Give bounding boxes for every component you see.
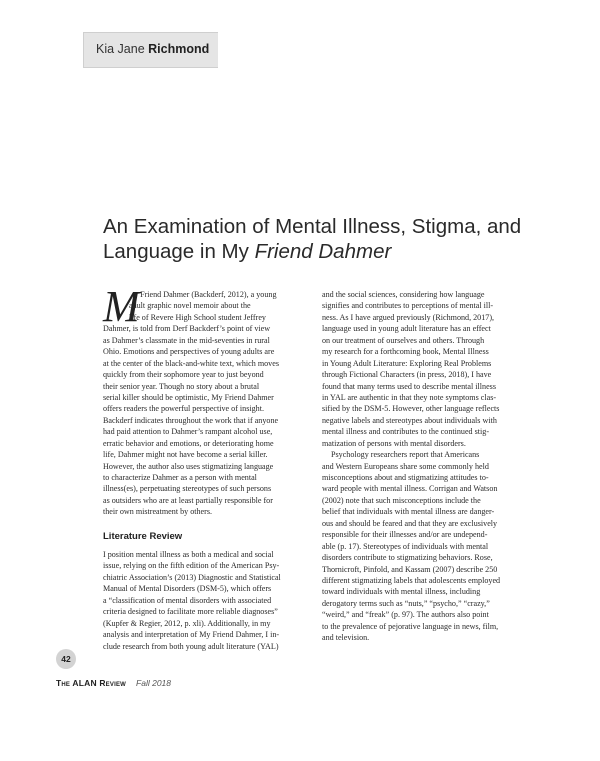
text-line: serial killer should be optimistic, My Friend Dahmer [103,392,274,402]
text-line: in YAL are authentic in that they note symptoms clas- [322,392,497,402]
journal-issue: Fall 2018 [136,678,171,688]
text-line: and television. [322,633,370,643]
text-line: clude research from both young adult literature (YAL) [103,641,279,651]
text-line: a “classification of mental disorders with associated [103,595,272,605]
text-line: my research for a forthcoming book, Mental Illness [322,347,489,357]
text-line: misconceptions about and stigmatizing attitudes to- [322,473,489,482]
text-line: language used in young adult literature has an effect [322,324,491,334]
body-column-left [103,282,308,518]
text-line: However, the author also uses stigmatizing language [103,461,274,471]
text-line: as outsiders who are at least partially responsible for [103,495,273,505]
text-line: different stigmatizing labels that adolescents employed [322,575,501,585]
text-line: analysis and interpretation of My Friend Dahmer, I in- [103,630,280,640]
journal-name: The ALAN Review [56,678,127,688]
text-line: their senior year. Though no story about a brutal [103,381,260,391]
text-line: responsible for their illnesses and/or are undepend- [322,530,488,540]
text-line: offers readers the powerful perspective of insight. [103,404,264,414]
author-first-name: Kia Jane [96,42,149,56]
text-line: to the prevalence of pejorative language in news, film, [322,621,499,631]
text-line: y Friend Dahmer (Backderf, 2012), a young [134,290,277,299]
text-line: issue, relying on the fifth edition of the American Psy- [103,561,280,571]
text-line: had paid attention to Dahmer’s rampant alcohol use, [103,427,273,437]
text-line: adult graphic novel memoir about the [129,301,251,311]
journal-footer [56,678,316,690]
text-line: in Young Adult Literature: Exploring Real Problems [322,358,492,368]
text-line: matization of persons with mental disorders. [322,438,466,448]
text-line: “weird,” and “freak” (p. 97). The authors also point [322,610,489,620]
text-line: ness. As I have argued previously (Richmond, 2017), [322,312,495,322]
text-line: negative labels and stereotypes about individuals with [322,415,497,425]
author-last-name: Richmond [148,42,210,56]
text-line: through Fictional Characters (in press, 2018), I have [322,370,492,380]
text-line: I position mental illness as both a medical and social [103,550,274,559]
author-name-band [83,32,218,68]
text-line: Dahmer, is told from Derf Backderf’s point of view [103,324,271,334]
text-line: ous and should be feared and that they are exclusively [322,518,498,528]
text-line: (Kupfer & Regier, 2012, p. xli). Additionally, in my [103,618,271,628]
title-line-2-plain: Language in My [103,240,255,263]
author-name [96,42,209,56]
text-line: disorders contribute to stigmatizing behaviors. Rose, [322,553,493,563]
text-line: found that many terms used to describe mental illness [322,381,496,391]
text-line: life, Dahmer might not have become a serial killer. [103,450,268,460]
text-line: and Western Europeans share some commonly held [322,461,489,471]
text-line: Psychology researchers report that Americans [331,450,480,460]
article-title [103,214,543,264]
text-line: signifies and contributes to perceptions of mental ill- [322,301,494,311]
text-line: life of Revere High School student Jeffrey [129,312,266,322]
text-line: illness(es), perpetuating stereotypes of such persons [103,484,272,494]
text-line: able (p. 17). Stereotypes of individuals with mental [322,541,489,551]
text-line: derogatory terms such as “nuts,” “psycho,” “crazy,” [322,598,490,608]
section-heading-literature-review: Literature Review [103,531,183,542]
text-line: ward people with mental illness. Corrigan and Watson [322,484,498,494]
title-book-name: Friend Dahmer [254,240,392,263]
text-line: belief that individuals with mental illness are danger- [322,507,495,517]
text-line: Thornicroft, Pinfold, and Kassam (2007) describe 250 [322,564,498,574]
text-line: to characterize Dahmer as a person with mental [103,473,257,482]
text-line: on our treatment of ourselves and others. Through [322,335,485,345]
text-line: erratic behavior and emotions, or deteriorating home [103,438,274,448]
text-line: at the center of the black-and-white text, which moves [103,358,279,368]
text-line: (2002) note that such misconceptions include the [322,495,481,505]
text-line: criteria designed to facilitate more reliable diagnoses” [103,607,278,617]
drop-cap: M [103,282,140,331]
text-line: Ohio. Emotions and perspectives of young adults are [103,347,275,357]
text-line: quickly from their sophomore year to just beyond [103,370,264,380]
text-line: Manual of Mental Disorders (DSM-5), which offers [103,584,272,594]
text-line: sified by the DSM-5. However, other language reflects [322,404,500,414]
title-line-1: An Examination of Mental Illness, Stigma, and [103,215,522,238]
text-line: as Dahmer’s classmate in the mid-seventies in rural [103,335,270,345]
body-column-left-continued [103,549,308,652]
title-line-2 [103,239,543,264]
text-line: their own mistreatment by others. [103,507,213,517]
text-line: mental illness and contributes to the continued stig- [322,427,490,437]
text-line: and the social sciences, considering how language [322,290,485,299]
text-line: Backderf indicates throughout the work that if anyone [103,415,279,425]
text-line: toward individuals with mental illness, including [322,587,481,597]
text-line: chiatric Association’s (2013) Diagnostic and Statistical [103,572,281,582]
page-number-badge: 42 [56,649,76,669]
body-column-right [322,289,527,644]
